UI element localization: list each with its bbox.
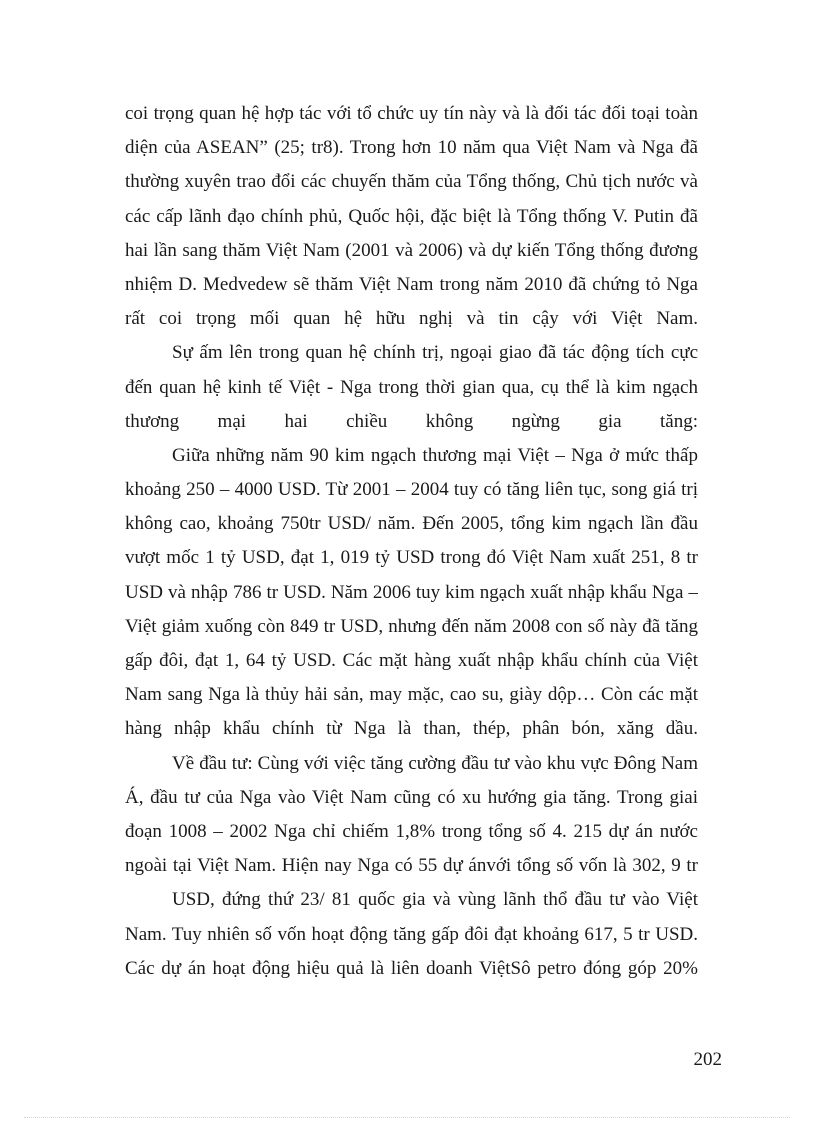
text-line: Việt giảm xuống còn 849 tr USD, nhưng đến năm 2008 con số này đã tăng [125,615,698,637]
text-line: Á, đầu tư của Nga vào Việt Nam cũng có xu hướng gia tăng. Trong giai [125,786,698,808]
text-line: đến quan hệ kinh tế Việt - Nga trong thời gian qua, cụ thể là kim ngạch [125,376,698,398]
text-line: Nam. Tuy nhiên số vốn hoạt động tăng gấp đôi đạt khoảng 617, 5 tr USD. [125,923,698,945]
text-line: không cao, khoảng 750tr USD/ năm. Đến 2005, tổng kim ngạch lần đầu [125,513,698,535]
text-line: nhiệm D. Medvedew sẽ thăm Việt Nam trong năm 2010 đã chứng tỏ Nga [125,273,698,295]
text-line: Nam sang Nga là thủy hải sản, may mặc, cao su, giày dộp… Còn các mặt [125,684,698,706]
paragraph-first-line: Sự ấm lên trong quan hệ chính trị, ngoại giao đã tác động tích cực [172,342,698,364]
text-line: khoảng 250 – 4000 USD. Từ 2001 – 2004 tuy có tăng liên tục, song giá trị [125,479,698,501]
text-line: gấp đôi, đạt 1, 64 tỷ USD. Các mặt hàng xuất nhập khẩu chính của Việt [125,650,698,671]
text-line: coi trọng quan hệ hợp tác với tổ chức uy tín này và là đối tác đối toại toàn [125,103,698,124]
text-line: đoạn 1008 – 2002 Nga chỉ chiếm 1,8% trong tổng số 4. 215 dự án nước [125,820,698,842]
text-line: hai lần sang thăm Việt Nam (2001 và 2006) và dự kiến Tổng thống đương [125,239,698,261]
text-line: rất coi trọng mối quan hệ hữu nghị và tin cậy với Việt Nam. [125,308,698,330]
paragraph-first-line: Giữa những năm 90 kim ngạch thương mại Việt – Nga ở mức thấp [172,444,698,466]
text-line: hàng nhập khẩu chính từ Nga là than, thép, phân bón, xăng dầu. [125,718,698,740]
body-text [125,97,698,986]
text-line: các cấp lãnh đạo chính phủ, Quốc hội, đặc biệt là Tổng thống V. Putin đã [125,205,698,227]
text-line: USD và nhập 786 tr USD. Năm 2006 tuy kim ngạch xuất nhập khẩu Nga – [125,581,698,603]
paragraph-first-line: Về đầu tư: Cùng với việc tăng cường đầu tư vào khu vực Đông Nam [172,752,698,774]
paragraph-first-line: USD, đứng thứ 23/ 81 quốc gia và vùng lãnh thổ đầu tư vào Việt [172,889,698,911]
text-line: diện của ASEAN” (25; tr8). Trong hơn 10 năm qua Việt Nam và Nga đã [125,137,698,159]
text-line: vượt mốc 1 tỷ USD, đạt 1, 019 tỷ USD trong đó Việt Nam xuất 251, 8 tr [125,547,698,569]
text-line: Các dự án hoạt động hiệu quả là liên doanh ViệtSô petro đóng góp 20% [125,957,698,979]
text-line: thương mại hai chiều không ngừng gia tăng: [125,410,698,432]
footer-divider [24,1117,790,1118]
text-line: thường xuyên trao đổi các chuyến thăm của Tổng thống, Chủ tịch nước và [125,171,698,193]
text-line: ngoài tại Việt Nam. Hiện nay Nga có 55 dự ánvới tổng số vốn là 302, 9 tr [125,855,698,877]
page-number: 202 [693,1049,722,1070]
